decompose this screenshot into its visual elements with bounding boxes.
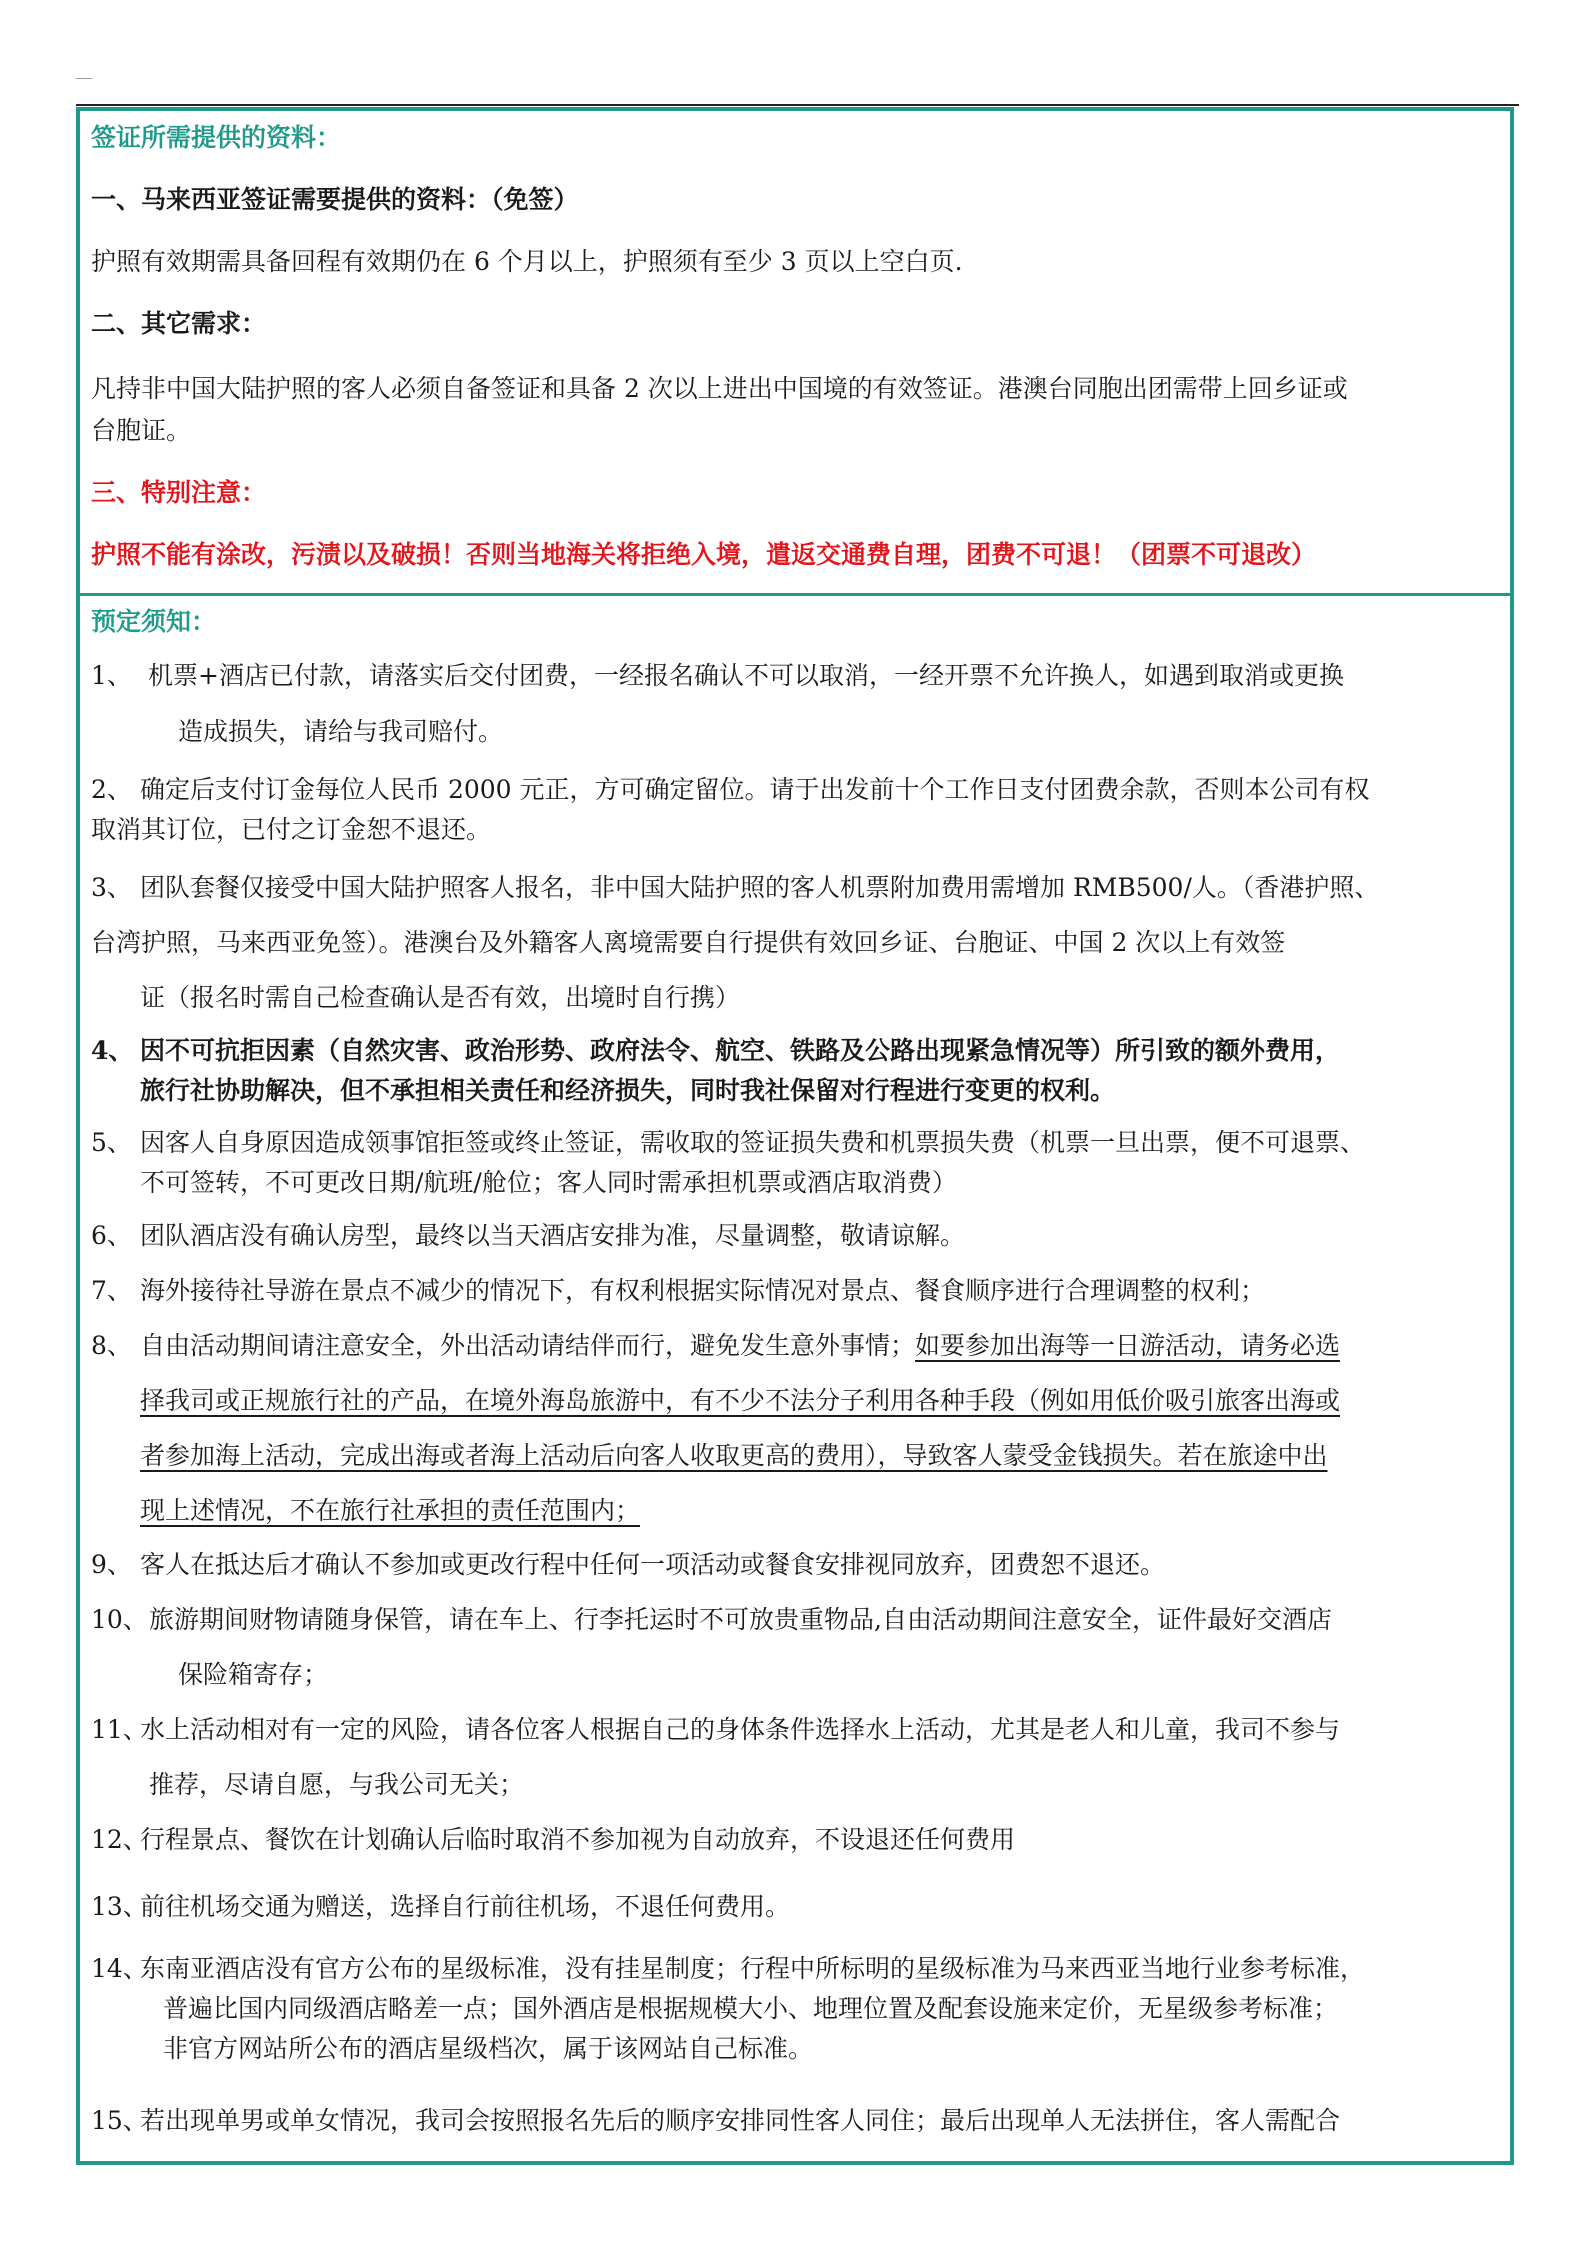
item-3-line: 证（报名时需自己检查确认是否有效，出境时自行携） [140,983,741,1012]
item-4-line: 因不可抗拒因素（自然灾害、政治形势、政府法令、航空、铁路及公路出现紧急情况等）所引致的额外费用， [140,1036,1341,1065]
special-notice-title: 三、特别注意： [91,478,267,507]
item-2-line: 确定后支付订金每位人民币 2000 元正，方可确定留位。请于出发前十个工作日支付团费余款，否则本公司有权 [140,775,1370,804]
visa-heading: 签证所需提供的资料： [91,123,342,152]
item-8-line: 现上述情况，不在旅行社承担的责任范围内； [140,1496,641,1525]
item-11-line: 推荐，尽请自愿，与我公司无关； [149,1770,525,1799]
item-number: 13、 [91,1892,148,1921]
item-13-line: 前往机场交通为赠送，选择自行前往机场，不退任何费用。 [140,1892,791,1921]
other-requirements-line: 台胞证。 [91,416,192,445]
item-2-line: 取消其订位，已付之订金恕不退还。 [91,815,492,844]
item-8-line [140,1326,1340,1366]
item-14-line: 东南亚酒店没有官方公布的星级标准，没有挂星制度；行程中所标明的星级标准为马来西亚当地行业参考标准， [140,1954,1366,1983]
item-8-text: 自由活动期间请注意安全，外出活动请结伴而行，避免发生意外事情； [140,1331,916,1360]
item-3-line: 团队套餐仅接受中国大陆护照客人报名，非中国大陆护照的客人机票附加费用需增加 RMB500/人。（香港护照、 [140,873,1380,902]
item-4-line: 旅行社协助解决，但不承担相关责任和经济损失，同时我社保留对行程进行变更的权利。 [140,1076,1116,1105]
item-5-line: 不可签转，不可更改日期/航班/舱位；客人同时需承担机票或酒店取消费） [140,1168,957,1197]
other-requirements-line: 凡持非中国大陆护照的客人必须自备签证和具备 2 次以上进出中国境的有效签证。港澳台同胞出团需带上回乡证或 [91,374,1348,403]
item-number: 10、 [91,1605,148,1634]
special-notice-text: 护照不能有涂改，污渍以及破损！否则当地海关将拒绝入境，遣返交通费自理，团费不可退！（团票不可退改） [91,540,1317,569]
item-7-line: 海外接待社导游在景点不减少的情况下，有权利根据实际情况对景点、餐食顺序进行合理调整的权利； [140,1276,1266,1305]
item-number: 6、 [91,1221,132,1250]
item-3-line: 台湾护照，马来西亚免签）。港澳台及外籍客人离境需要自行提供有效回乡证、台胞证、中国 2 次以上有效签 [91,928,1286,957]
item-number: 9、 [91,1550,132,1579]
section-divider [80,593,1510,596]
item-14-line: 非官方网站所公布的酒店星级档次，属于该网站自己标准。 [163,2034,814,2063]
malaysia-visa-title: 一、马来西亚签证需要提供的资料：（免签） [91,185,579,214]
item-1-line: 造成损失，请给与我司赔付。 [178,717,504,746]
item-10-line: 旅游期间财物请随身保管，请在车上、行李托运时不可放贵重物品,自由活动期间注意安全，证件最好交酒店 [149,1605,1332,1634]
item-1-line: 机票+酒店已付款，请落实后交付团费，一经报名确认不可以取消，一经开票不允许换人，如遇到取消或更换 [148,661,1344,690]
item-number: 8、 [91,1331,132,1360]
item-11-line: 水上活动相对有一定的风险，请各位客人根据自己的身体条件选择水上活动，尤其是老人和儿童，我司不参与 [140,1715,1341,1744]
item-15-line: 若出现单男或单女情况，我司会按照报名先后的顺序安排同性客人同住；最后出现单人无法拼住，客人需配合 [140,2106,1341,2135]
item-number: 12、 [91,1825,148,1854]
item-number: 3、 [91,873,132,902]
item-12-line: 行程景点、餐饮在计划确认后临时取消不参加视为自动放弃，不设退还任何费用 [140,1825,1016,1854]
header-rule [76,104,1519,106]
item-8-line: 择我司或正规旅行社的产品，在境外海岛旅游中，有不少不法分子利用各种手段（例如用低价吸引旅客出海或 [140,1386,1341,1415]
item-10-line: 保险箱寄存； [178,1660,329,1689]
item-number: 15、 [91,2106,148,2135]
booking-heading: 预定须知： [91,607,217,636]
malaysia-visa-text: 护照有效期需具备回程有效期仍在 6 个月以上，护照须有至少 3 页以上空白页. [91,247,963,276]
item-number: 2、 [91,775,132,804]
item-6-line: 团队酒店没有确认房型，最终以当天酒店安排为准，尽量调整，敬请谅解。 [140,1221,966,1250]
other-requirements-title: 二、其它需求： [91,309,267,338]
item-number: 11、 [91,1715,148,1744]
item-number: 4、 [91,1036,134,1065]
item-number: 5、 [91,1128,132,1157]
item-5-line: 因客人自身原因造成领事馆拒签或终止签证，需收取的签证损失费和机票损失费（机票一旦出票，便不可退票、 [140,1128,1366,1157]
item-8-underlined-text: 如要参加出海等一日游活动，请务必选 [915,1331,1341,1360]
item-9-line: 客人在抵达后才确认不参加或更改行程中任何一项活动或餐食安排视同放弃，团费恕不退还。 [140,1550,1166,1579]
item-number: 7、 [91,1276,132,1305]
item-14-line: 普遍比国内同级酒店略差一点；国外酒店是根据规模大小、地理位置及配套设施来定价，无星级参考标准； [163,1994,1339,2023]
item-number: 14、 [91,1954,148,1983]
document-frame [76,107,1514,2165]
item-number: 1、 [91,661,132,690]
item-8-line: 者参加海上活动，完成出海或者海上活动后向客人收取更高的费用），导致客人蒙受金钱损失。若在旅途中出 [140,1441,1328,1470]
